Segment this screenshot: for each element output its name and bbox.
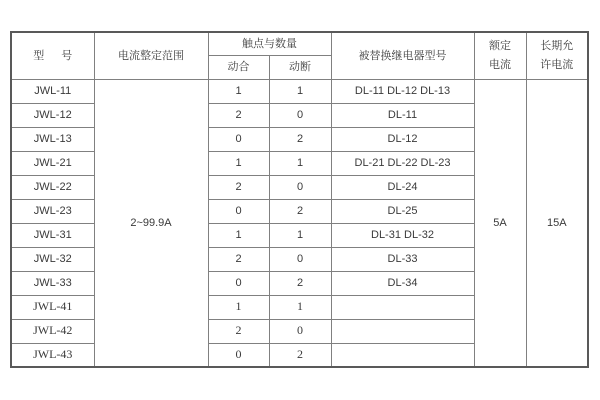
- header-rated-current-line2: 电流: [489, 58, 511, 71]
- model-cell: JWL-12: [11, 103, 94, 127]
- replaced-relay-cell: DL-25: [331, 199, 474, 223]
- header-rated-current-line1: 额定: [489, 39, 511, 52]
- no-contact-cell: 2: [208, 319, 269, 343]
- nc-contact-cell: 2: [269, 199, 331, 223]
- no-contact-cell: 0: [208, 271, 269, 295]
- no-contact-cell: 2: [208, 247, 269, 271]
- header-longterm-current: [526, 32, 588, 79]
- replaced-relay-cell: DL-34: [331, 271, 474, 295]
- nc-contact-cell: 0: [269, 319, 331, 343]
- replaced-relay-cell: DL-31 DL-32: [331, 223, 474, 247]
- model-cell: JWL-33: [11, 271, 94, 295]
- model-cell: JWL-43: [11, 343, 94, 367]
- no-contact-cell: 1: [208, 151, 269, 175]
- header-contacts-group: 触点与数量: [208, 32, 331, 55]
- rated-current-cell: 5A: [474, 79, 526, 367]
- replaced-relay-cell: DL-24: [331, 175, 474, 199]
- spec-table-container: [10, 31, 589, 368]
- header-replaced-relay-model: 被替换继电器型号: [331, 32, 474, 79]
- model-cell: JWL-22: [11, 175, 94, 199]
- nc-contact-cell: 0: [269, 175, 331, 199]
- model-cell: JWL-31: [11, 223, 94, 247]
- nc-contact-cell: 1: [269, 151, 331, 175]
- no-contact-cell: 2: [208, 175, 269, 199]
- nc-contact-cell: 2: [269, 127, 331, 151]
- model-cell: JWL-11: [11, 79, 94, 103]
- header-rated-current: [474, 32, 526, 79]
- header-contact-no: 动合: [208, 55, 269, 79]
- model-cell: JWL-41: [11, 295, 94, 319]
- no-contact-cell: 1: [208, 79, 269, 103]
- model-cell: JWL-42: [11, 319, 94, 343]
- nc-contact-cell: 2: [269, 343, 331, 367]
- replaced-relay-cell: [331, 343, 474, 367]
- replaced-relay-cell: DL-33: [331, 247, 474, 271]
- no-contact-cell: 2: [208, 103, 269, 127]
- header-row-top: [11, 32, 588, 55]
- longterm-current-cell: 15A: [526, 79, 588, 367]
- replaced-relay-cell: [331, 319, 474, 343]
- header-longterm-current-line2: 许电流: [540, 58, 574, 71]
- nc-contact-cell: 0: [269, 247, 331, 271]
- replaced-relay-cell: DL-11 DL-12 DL-13: [331, 79, 474, 103]
- model-cell: JWL-21: [11, 151, 94, 175]
- header-contact-nc: 动断: [269, 55, 331, 79]
- nc-contact-cell: 0: [269, 103, 331, 127]
- no-contact-cell: 0: [208, 199, 269, 223]
- replaced-relay-cell: DL-11: [331, 103, 474, 127]
- replaced-relay-cell: [331, 295, 474, 319]
- header-longterm-current-line1: 长期允: [540, 39, 574, 52]
- nc-contact-cell: 1: [269, 223, 331, 247]
- no-contact-cell: 1: [208, 295, 269, 319]
- current-setting-range-cell: 2~99.9A: [94, 79, 208, 367]
- replaced-relay-cell: DL-12: [331, 127, 474, 151]
- model-cell: JWL-13: [11, 127, 94, 151]
- no-contact-cell: 0: [208, 343, 269, 367]
- no-contact-cell: 0: [208, 127, 269, 151]
- relay-spec-table: [10, 31, 589, 368]
- header-model: 型 号: [11, 32, 94, 79]
- no-contact-cell: 1: [208, 223, 269, 247]
- model-cell: JWL-23: [11, 199, 94, 223]
- model-cell: JWL-32: [11, 247, 94, 271]
- replaced-relay-cell: DL-21 DL-22 DL-23: [331, 151, 474, 175]
- header-current-setting-range: 电流整定范围: [94, 32, 208, 79]
- nc-contact-cell: 1: [269, 295, 331, 319]
- nc-contact-cell: 1: [269, 79, 331, 103]
- nc-contact-cell: 2: [269, 271, 331, 295]
- table-row: [11, 79, 588, 103]
